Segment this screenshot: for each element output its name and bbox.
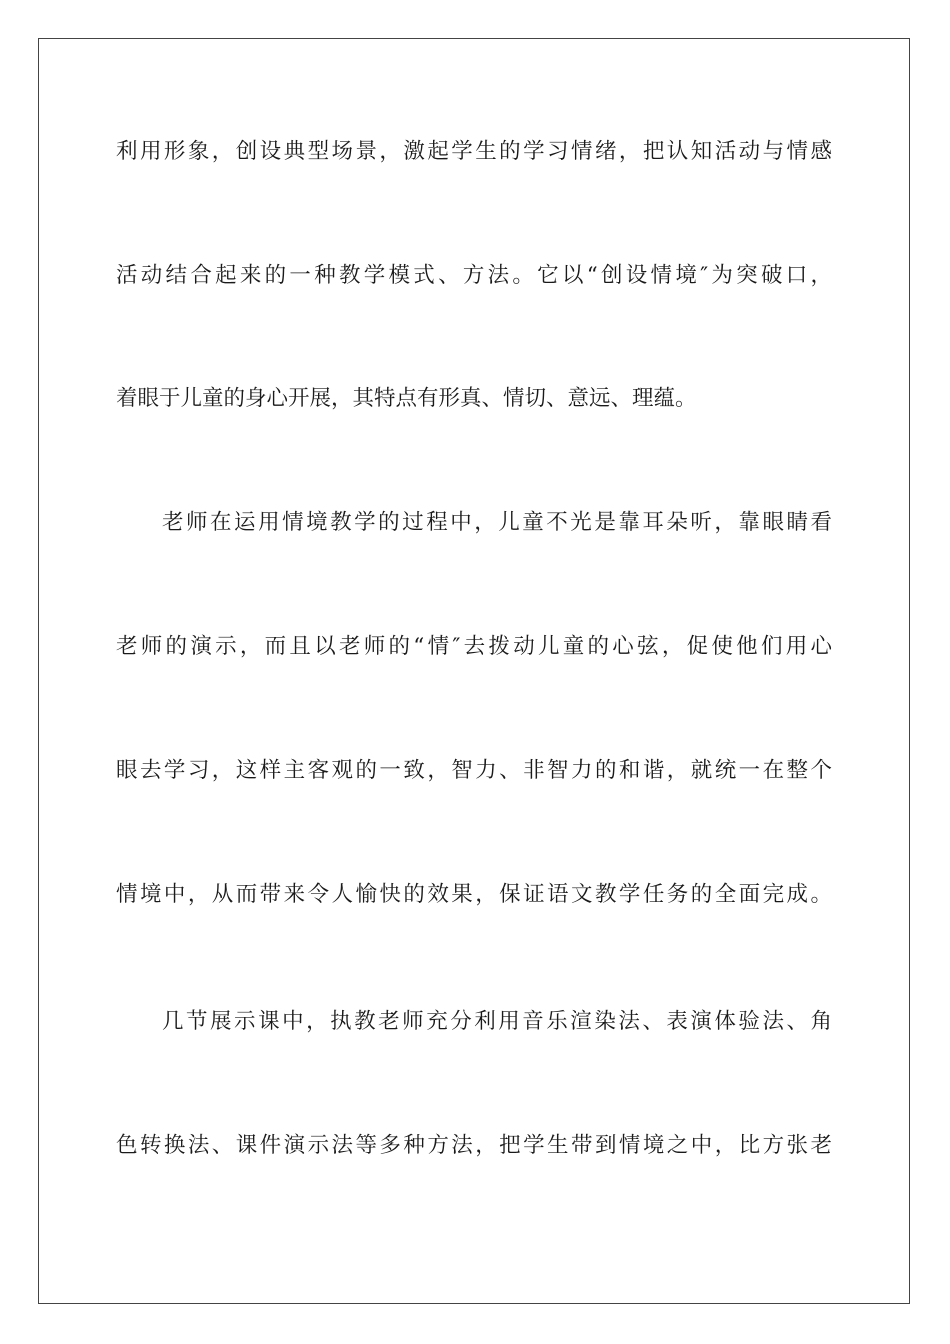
text-line: 色转换法、课件演示法等多种方法，把学生带到情境之中，比方张老 bbox=[116, 1133, 832, 1158]
paragraph-first-line: 老师在运用情境教学的过程中，儿童不光是靠耳朵听，靠眼睛看 bbox=[162, 510, 832, 535]
page-border bbox=[38, 38, 910, 1304]
text-line: 利用形象，创设典型场景，激起学生的学习情绪，把认知活动与情感 bbox=[116, 139, 832, 164]
text-line: 眼去学习，这样主客观的一致，智力、非智力的和谐，就统一在整个 bbox=[116, 758, 832, 783]
text-line: 情境中，从而带来令人愉快的效果，保证语文教学任务的全面完成。 bbox=[116, 882, 832, 907]
text-line: 着眼于儿童的身心开展，其特点有形真、情切、意远、理蕴。 bbox=[116, 386, 697, 411]
text-line: 活动结合起来的一种教学模式、方法。它以“创设情境″为突破口， bbox=[116, 263, 832, 288]
paragraph-first-line: 几节展示课中，执教老师充分利用音乐渲染法、表演体验法、角 bbox=[162, 1009, 832, 1034]
text-line: 老师的演示，而且以老师的“情″去拨动儿童的心弦，促使他们用心 bbox=[116, 634, 832, 659]
